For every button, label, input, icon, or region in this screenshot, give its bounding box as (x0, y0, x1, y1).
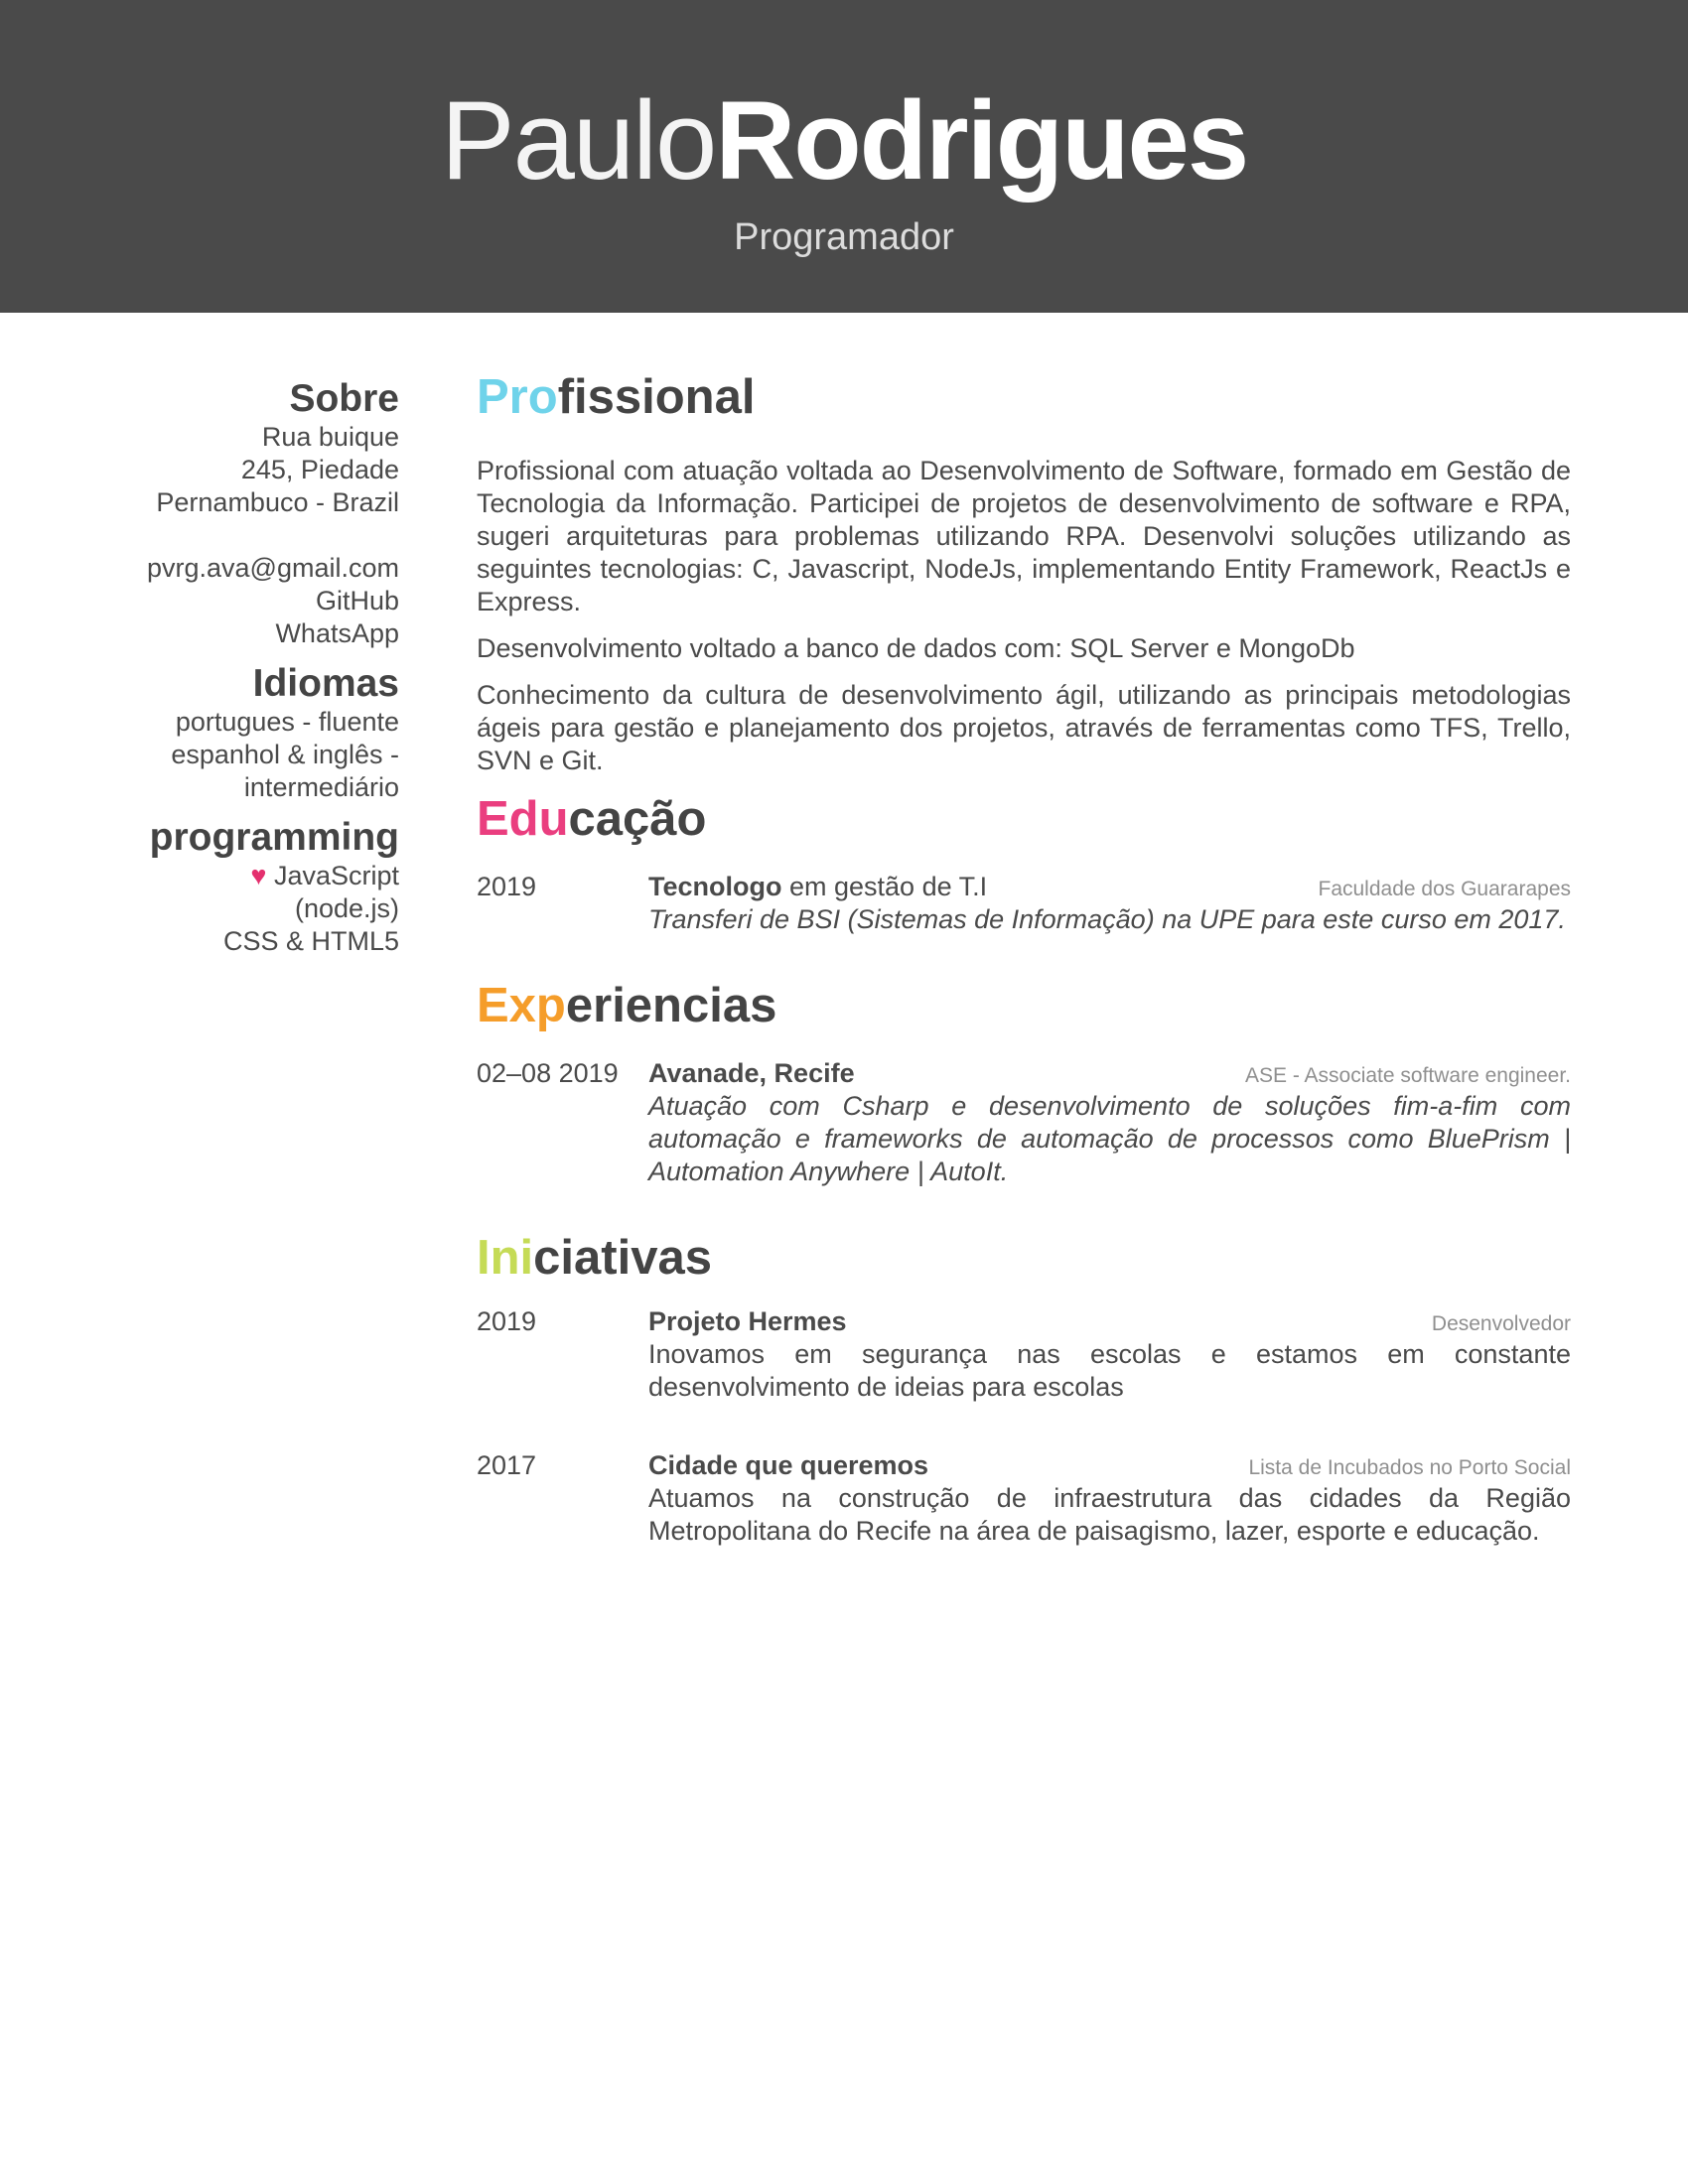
entry-title: Avanade, Recife (648, 1058, 855, 1088)
entry-role: Lista de Incubados no Porto Social (1248, 1456, 1571, 1479)
programming-item (99, 860, 399, 892)
entry-date: 2017 (477, 1450, 537, 1480)
address-line: Rua buique (261, 422, 399, 452)
entry-description: Inovamos em segurança nas escolas e estamos em constante desenvolvimento de ideias para escolas (648, 1339, 1571, 1402)
entry-date: 2019 (477, 872, 537, 901)
heading-accent: Pro (477, 370, 558, 424)
entry-title: Projeto Hermes (648, 1306, 847, 1336)
entry-description: Transferi de BSI (Sistemas de Informação) na UPE para este curso em 2017. (648, 904, 1566, 934)
entry-title-rest: em gestão de T.I (781, 872, 988, 901)
entry-institution: Faculdade dos Guararapes (1318, 878, 1571, 900)
address-line: Pernambuco - Brazil (156, 487, 399, 517)
programming-heading: programming (149, 816, 399, 859)
profissional-heading (477, 367, 1571, 427)
heading-rest: ciativas (533, 1231, 712, 1285)
heart-icon: ♥ (250, 861, 267, 890)
initiative-entry (477, 1305, 1571, 1404)
iniciativas-heading (477, 1228, 1571, 1288)
profissional-paragraph: Profissional com atuação voltada ao Desenvolvimento de Software, formado em Gestão de Tecnologia da Informação. Participei de projetos de desenvolvimento de software e RPA, sugeri arquiteturas para problemas utilizando RPA. Desenvolvi soluções utilizando as seguintes tecnologias: C, Javascript, NodeJs, implementando Entity Framework, ReactJs e Express. (477, 456, 1571, 616)
entry-title: Cidade que queremos (648, 1450, 929, 1480)
entry-date: 2019 (477, 1306, 537, 1336)
heading-accent: Edu (477, 792, 569, 846)
entry-role: Desenvolvedor (1431, 1312, 1571, 1335)
full-name (0, 78, 1688, 203)
heading-accent: Exp (477, 979, 566, 1032)
main-content (477, 367, 1571, 1548)
experiencias-heading (477, 976, 1571, 1035)
educacao-heading (477, 789, 1571, 849)
entry-title: Tecnologo (648, 872, 782, 901)
heading-accent: Ini (477, 1231, 534, 1285)
about-heading: Sobre (289, 377, 399, 420)
entry-description: Atuamos na construção de infraestrutura das cidades da Região Metropolitana do Recife na área de paisagismo, lazer, esporte e educação. (648, 1483, 1571, 1546)
education-entry (477, 871, 1571, 936)
initiative-entry (477, 1449, 1571, 1548)
programming-item-label: JavaScript (273, 861, 399, 890)
heading-rest: eriencias (565, 979, 777, 1032)
entry-description: Atuação com Csharp e desenvolvimento de soluções fim-a-fim com automação e frameworks de automação de processos como BluePrism | Automation Anywhere | AutoIt. (648, 1091, 1571, 1186)
programming-item: CSS & HTML5 (222, 926, 399, 956)
entry-role: ASE - Associate software engineer. (1244, 1064, 1571, 1087)
language-item: espanhol & inglês - (171, 740, 399, 769)
email-link[interactable]: pvrg.ava@gmail.com (147, 553, 399, 583)
github-link[interactable]: GitHub (315, 586, 399, 615)
heading-rest: fissional (557, 370, 756, 424)
entry-date: 02–08 2019 (477, 1058, 619, 1088)
heading-rest: cação (568, 792, 707, 846)
header-banner (0, 0, 1688, 313)
profissional-paragraph: Conhecimento da cultura de desenvolvimento ágil, utilizando as principais metodologias ágeis para gestão e planejamento dos projetos, através de ferramentas como TFS, Trello, SVN e Git. (477, 680, 1571, 775)
programming-item: (node.js) (294, 893, 399, 923)
language-item: portugues - fluente (175, 707, 399, 737)
sidebar (99, 377, 399, 958)
languages-heading: Idiomas (252, 662, 399, 705)
experience-entry (477, 1057, 1571, 1188)
whatsapp-link[interactable]: WhatsApp (275, 618, 399, 648)
address-line: 245, Piedade (240, 455, 399, 484)
first-name: Paulo (440, 78, 716, 203)
language-item: intermediário (243, 772, 399, 802)
job-title: Programador (734, 216, 954, 258)
profissional-paragraph: Desenvolvimento voltado a banco de dados com: SQL Server e MongoDb (477, 633, 1355, 663)
last-name: Rodrigues (715, 78, 1248, 203)
